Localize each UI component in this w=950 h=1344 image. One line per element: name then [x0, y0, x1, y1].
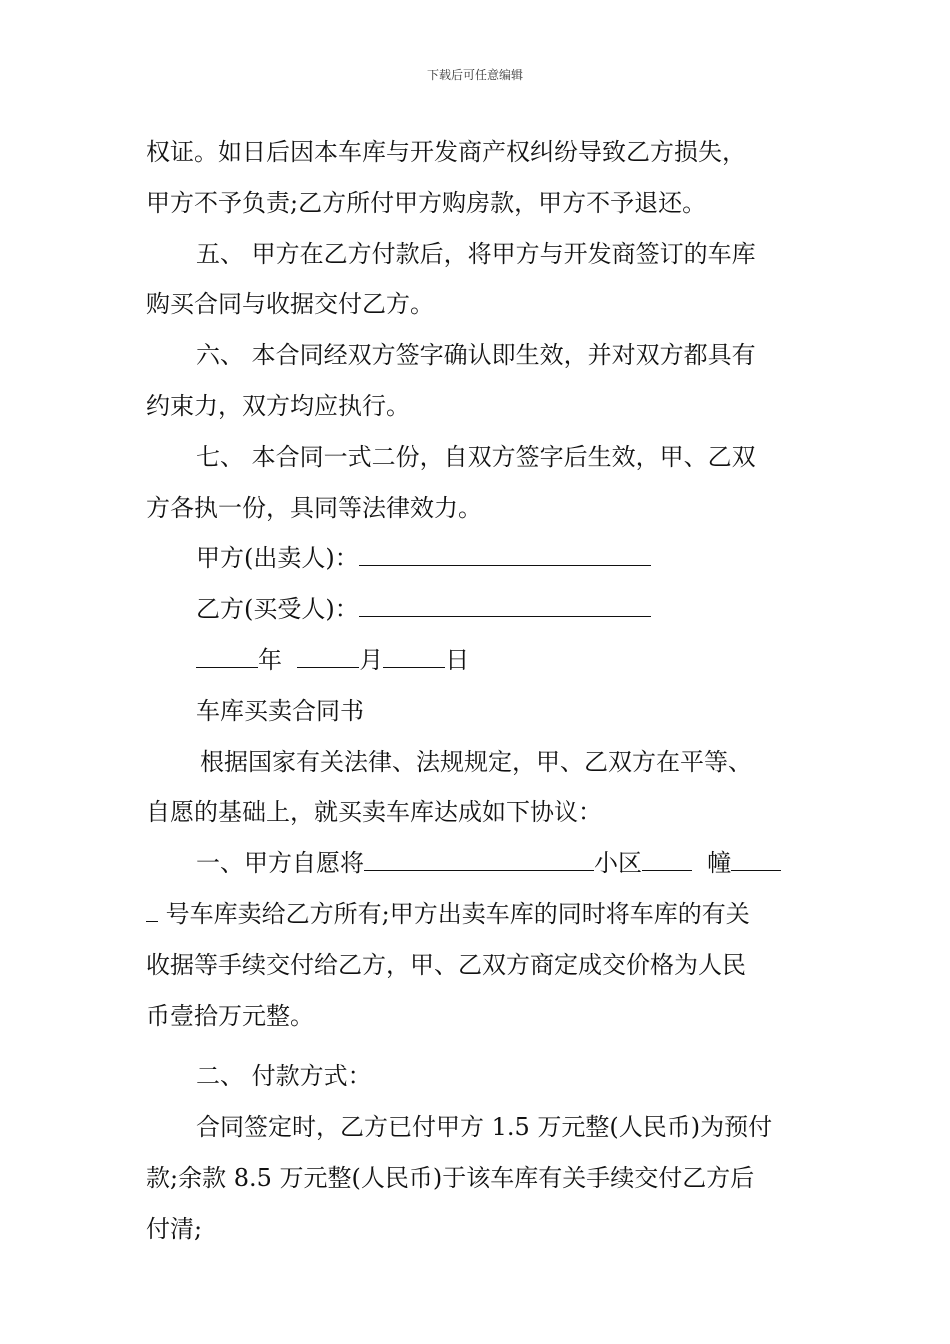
text-line: 付清;	[146, 1214, 203, 1243]
party-a-label: 甲方(出卖人)：	[196, 544, 359, 573]
text-line: 自愿的基础上，就买卖车库达成如下协议：	[146, 798, 602, 827]
clause-seven: 七、 本合同一式二份，自双方签字后生效，甲、乙双	[196, 442, 756, 471]
community-label: 小区	[594, 849, 642, 878]
month-blank[interactable]	[297, 645, 359, 668]
clause-one-continued	[146, 889, 806, 940]
unit-number-blank-continued[interactable]	[146, 899, 158, 922]
day-label: 日	[445, 645, 470, 674]
payment-terms: 合同签定时，乙方已付甲方 1.5 万元整(人民币)为预付	[196, 1113, 773, 1142]
party-b-signature-line	[146, 584, 806, 635]
month-label: 月	[359, 645, 384, 674]
seller-name-blank[interactable]	[364, 848, 594, 871]
header-note: 下载后可任意编辑	[426, 68, 523, 82]
text-line: 购买合同与收据交付乙方。	[146, 290, 434, 319]
contract-title: 车库买卖合同书	[196, 696, 364, 725]
text-line: 权证。如日后因本车库与开发商产权纠纷导致乙方损失，	[146, 138, 746, 166]
text-line: 约束力，双方均应执行。	[146, 391, 410, 420]
clause-six: 六、 本合同经双方签字确认即生效，并对双方都具有	[196, 341, 756, 370]
text-line: 收据等手续交付给乙方，甲、乙双方商定成交价格为人民	[146, 950, 746, 979]
party-b-signature-blank[interactable]	[359, 594, 651, 617]
building-number-blank[interactable]	[642, 848, 692, 871]
clause-one-tail: 号车库卖给乙方所有;甲方出卖车库的同时将车库的有关	[165, 899, 750, 928]
text-line: 方各执一份，具同等法律效力。	[146, 493, 482, 522]
party-a-signature-blank[interactable]	[359, 543, 651, 566]
date-line	[146, 635, 806, 686]
text-line: 甲方不予负责;乙方所付甲方购房款，甲方不予退还。	[146, 188, 707, 217]
clause-two: 二、 付款方式：	[196, 1062, 372, 1091]
day-blank[interactable]	[383, 645, 445, 668]
clause-one-line	[146, 838, 806, 889]
building-label: 幢	[707, 849, 732, 878]
year-label: 年	[258, 645, 282, 674]
unit-number-blank[interactable]	[731, 848, 781, 871]
text-line: 款;余款 8.5 万元整(人民币)于该车库有关手续交付乙方后	[146, 1163, 755, 1192]
year-blank[interactable]	[196, 645, 258, 668]
document-body	[146, 127, 806, 1255]
text-line: 币壹拾万元整。	[146, 1001, 314, 1030]
preamble: 根据国家有关法律、法规规定，甲、乙双方在平等、	[200, 747, 752, 776]
party-a-signature-line	[146, 533, 806, 584]
party-b-label: 乙方(买受人)：	[196, 595, 359, 624]
clause-one-prefix: 一、甲方自愿将	[196, 849, 364, 878]
clause-five: 五、 甲方在乙方付款后，将甲方与开发商签订的车库	[196, 239, 756, 268]
